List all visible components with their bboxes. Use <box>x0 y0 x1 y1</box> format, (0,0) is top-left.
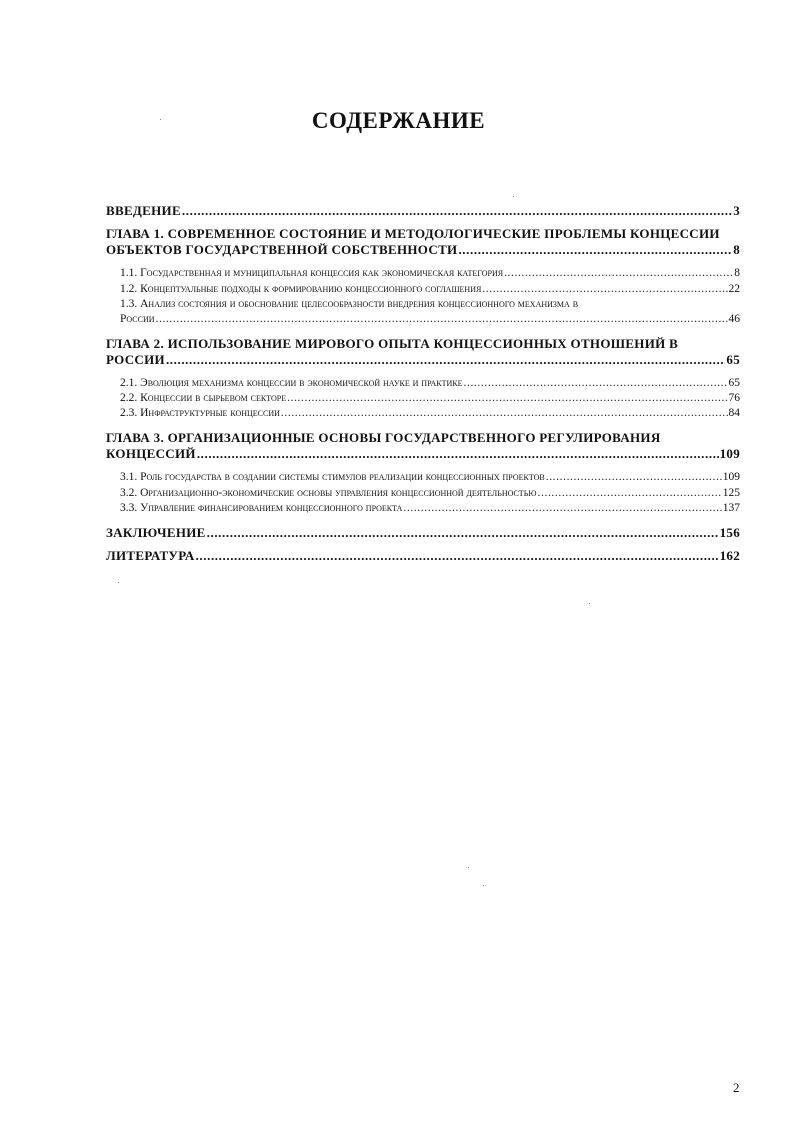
toc-page-number: 137 <box>722 502 740 514</box>
toc-entry-section-2-1[interactable] <box>120 376 740 391</box>
toc-entry-chapter-2[interactable] <box>106 336 740 368</box>
toc-entry-section-3-3[interactable] <box>120 501 740 516</box>
section-title: Эволюция механизма концессии в экономической науке и практике <box>140 377 463 389</box>
scan-speck <box>118 582 119 583</box>
section-title: Концептуальные подходы к формированию концессионного соглашения <box>140 283 482 295</box>
toc-entry-chapter-1[interactable] <box>106 226 740 258</box>
scan-speck <box>160 119 161 120</box>
toc-entry-section-1-3[interactable] <box>120 297 740 327</box>
toc-entry-section-2-2[interactable] <box>120 391 740 406</box>
toc-entry-literature[interactable] <box>106 548 740 564</box>
toc-entry-section-3-1[interactable] <box>120 470 740 485</box>
section-number: 1.2. <box>120 283 138 295</box>
toc-page-number: 125 <box>722 487 740 499</box>
toc-entry-conclusion[interactable] <box>106 525 740 541</box>
toc-page-number: 8 <box>733 242 740 257</box>
toc-page-number: 65 <box>728 377 740 389</box>
dot-leader <box>538 486 722 501</box>
toc-entry-title: ЛИТЕРАТУРА <box>106 548 195 563</box>
dot-leader <box>546 470 722 485</box>
toc-entry-section-3-2[interactable] <box>120 486 740 501</box>
toc-entry-section-2-3[interactable] <box>120 406 740 421</box>
toc-page-number: 76 <box>728 392 740 404</box>
dot-leader <box>156 312 728 327</box>
section-number: 3.1. <box>120 471 138 483</box>
toc-entry-section-1-1[interactable] <box>120 266 740 281</box>
section-number: 2.1. <box>120 377 138 389</box>
dot-leader <box>281 406 728 421</box>
toc-entry-title: ЗАКЛЮЧЕНИЕ <box>106 525 206 540</box>
toc-entry-title-line1: ГЛАВА 2. ИСПОЛЬЗОВАНИЕ МИРОВОГО ОПЫТА КОНЦЕССИОННЫХ ОТНОШЕНИЙ В <box>106 336 679 351</box>
dot-leader <box>482 282 727 297</box>
page-title: СОДЕРЖАНИЕ <box>311 108 486 133</box>
section-title-line2: России <box>120 313 155 325</box>
section-number: 2.3. <box>120 407 138 419</box>
dot-leader <box>287 391 727 406</box>
toc-entry-title-line1: ГЛАВА 3. ОРГАНИЗАЦИОННЫЕ ОСНОВЫ ГОСУДАРСТВЕННОГО РЕГУЛИРОВАНИЯ <box>106 430 661 445</box>
dot-leader <box>458 242 732 258</box>
toc-entry-title-line2: РОССИИ <box>106 352 165 367</box>
dot-leader <box>207 525 719 541</box>
section-number: 1.1. <box>120 267 138 279</box>
toc-page-number: 109 <box>722 471 740 483</box>
toc-page-number: 84 <box>728 407 740 419</box>
toc-page-number: 65 <box>726 352 740 367</box>
dot-leader <box>464 376 728 391</box>
section-title-line1: Анализ состояния и обоснование целесообразности внедрения концессионного механизма в <box>140 298 579 310</box>
toc-entry-title-line2: ОБЪЕКТОВ ГОСУДАРСТВЕННОЙ СОБСТВЕННОСТИ <box>106 242 458 257</box>
section-number: 2.2. <box>120 392 138 404</box>
toc-page-number: 3 <box>733 203 740 218</box>
section-title: Инфраструктурные концессии <box>140 407 280 419</box>
toc-page-number: 8 <box>734 267 740 279</box>
section-title: Государственная и муниципальная концессия как экономическая категория <box>140 267 504 279</box>
scan-speck <box>468 867 469 868</box>
section-title: Организационно-экономические основы управления концессионной деятельностью <box>140 487 537 499</box>
dot-leader <box>197 446 719 462</box>
dot-leader <box>182 203 732 219</box>
toc-page-number: 22 <box>728 283 740 295</box>
dot-leader <box>166 352 725 368</box>
toc-entry-title-line1: ГЛАВА 1. СОВРЕМЕННОЕ СОСТОЯНИЕ И МЕТОДОЛОГИЧЕСКИЕ ПРОБЛЕМЫ КОНЦЕССИИ <box>106 226 720 241</box>
section-title: Управление финансированием концессионного проекта <box>140 502 403 514</box>
toc-page-number: 162 <box>719 548 740 563</box>
section-number: 3.3. <box>120 502 138 514</box>
scan-speck <box>483 885 484 886</box>
page-number: 2 <box>733 1080 740 1095</box>
scan-speck <box>513 196 514 197</box>
section-title: Концессии в сырьевом секторе <box>140 392 287 404</box>
toc-page-number: 156 <box>719 525 740 540</box>
section-number: 1.3. <box>120 298 138 310</box>
scan-speck <box>589 603 590 604</box>
section-number: 3.2. <box>120 487 138 499</box>
toc-entry-title-line2: КОНЦЕССИЙ <box>106 446 196 461</box>
toc-entry-section-1-2[interactable] <box>120 282 740 297</box>
toc-page-number: 46 <box>728 313 740 325</box>
dot-leader <box>403 501 721 516</box>
dot-leader <box>196 548 719 564</box>
toc-page-number: 109 <box>719 446 740 461</box>
toc-entry-title: ВВЕДЕНИЕ <box>106 203 181 218</box>
dot-leader <box>504 266 733 281</box>
toc-entry-introduction[interactable] <box>106 203 740 219</box>
toc-entry-chapter-3[interactable] <box>106 430 740 462</box>
section-title: Роль государства в создании системы стимулов реализации концессионных проектов <box>140 471 545 483</box>
